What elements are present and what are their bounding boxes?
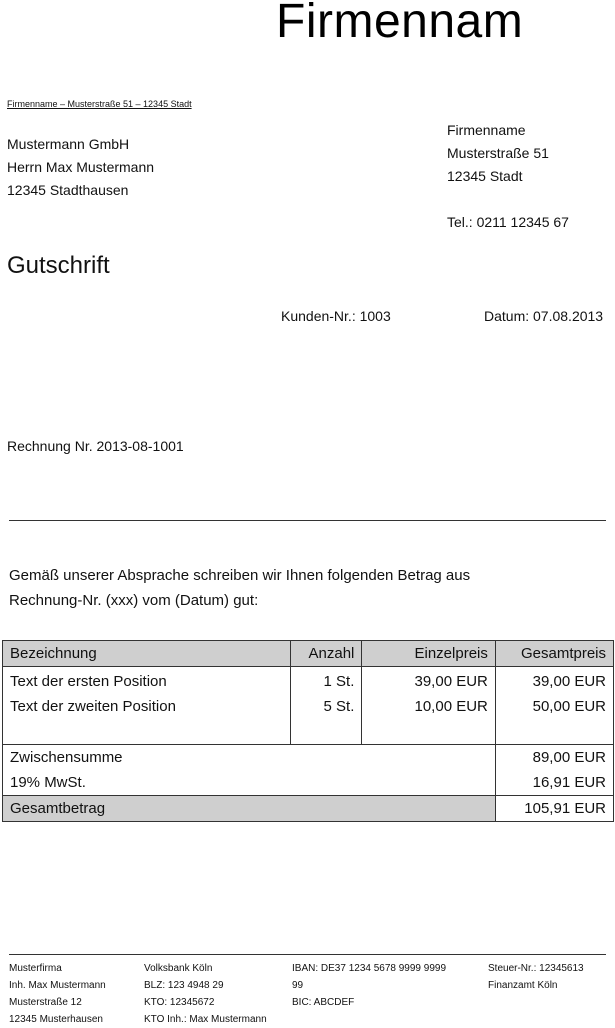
total-value: 105,91 EUR bbox=[495, 796, 613, 822]
sender-address-line: Firmenname – Musterstraße 51 – 12345 Stadt bbox=[7, 99, 192, 109]
intro-text bbox=[9, 563, 470, 613]
tax-row bbox=[3, 770, 614, 796]
header-description: Bezeichnung bbox=[3, 641, 291, 667]
footer-line: Musterfirma bbox=[9, 963, 62, 974]
footer-line: KTO Inh.: Max Mustermann bbox=[144, 1014, 267, 1025]
recipient-person: Herrn Max Mustermann bbox=[7, 159, 155, 175]
footer-bank bbox=[144, 960, 267, 1028]
footer-line: 99 bbox=[292, 980, 304, 991]
recipient-city: 12345 Stadthausen bbox=[7, 182, 129, 198]
customer-number: Kunden-Nr.: 1003 bbox=[281, 308, 391, 321]
subtotal-label: Zwischensumme bbox=[3, 745, 496, 771]
header-quantity: Anzahl bbox=[290, 641, 362, 667]
item-total: 39,00 EUR bbox=[495, 667, 613, 695]
intro-line: Rechnung-Nr. (xxx) vom (Datum) gut: bbox=[9, 592, 259, 609]
company-name: Firmenname bbox=[447, 122, 526, 138]
company-address bbox=[447, 119, 569, 234]
footer-divider bbox=[9, 954, 606, 955]
document-title: Gutschrift bbox=[7, 252, 110, 279]
company-street: Musterstraße 51 bbox=[447, 145, 549, 161]
total-row bbox=[3, 796, 614, 822]
item-description: Text der zweiten Position bbox=[3, 694, 291, 719]
company-city: 12345 Stadt bbox=[447, 168, 523, 184]
footer-line: Volksbank Köln bbox=[144, 963, 213, 974]
footer-line: Steuer-Nr.: 12345613 bbox=[488, 963, 584, 974]
table-header-row bbox=[3, 641, 614, 667]
subtotal-row bbox=[3, 745, 614, 771]
header-unit-price: Einzelpreis bbox=[362, 641, 495, 667]
items-table bbox=[2, 640, 614, 822]
footer-line: IBAN: DE37 1234 5678 9999 9999 bbox=[292, 963, 447, 974]
table-row bbox=[3, 667, 614, 695]
table-empty-row bbox=[3, 719, 614, 745]
footer-line: Inh. Max Mustermann bbox=[9, 980, 106, 991]
document-date: Datum: 07.08.2013 bbox=[484, 308, 604, 321]
total-label: Gesamtbetrag bbox=[3, 796, 496, 822]
company-logo: Firmennam bbox=[276, 0, 524, 40]
footer-line: Musterstraße 12 bbox=[9, 997, 82, 1008]
footer-line: BIC: ABCDEF bbox=[292, 997, 355, 1008]
footer-line: 12345 Musterhausen bbox=[9, 1014, 103, 1025]
recipient-company: Mustermann GmbH bbox=[7, 136, 130, 152]
item-quantity: 5 St. bbox=[290, 694, 362, 719]
tax-value: 16,91 EUR bbox=[495, 770, 613, 796]
divider bbox=[9, 520, 606, 521]
item-total: 50,00 EUR bbox=[495, 694, 613, 719]
recipient-address bbox=[7, 133, 154, 202]
footer-line: Finanzamt Köln bbox=[488, 980, 558, 991]
tax-label: 19% MwSt. bbox=[3, 770, 496, 796]
footer-tax bbox=[488, 960, 584, 994]
table-row bbox=[3, 694, 614, 719]
footer-iban bbox=[292, 960, 446, 1011]
item-quantity: 1 St. bbox=[290, 667, 362, 695]
footer-line: KTO: 12345672 bbox=[144, 997, 215, 1008]
footer-company bbox=[9, 960, 106, 1028]
footer-line: BLZ: 123 4948 29 bbox=[144, 980, 224, 991]
item-unit-price: 10,00 EUR bbox=[362, 694, 495, 719]
item-description: Text der ersten Position bbox=[3, 667, 291, 695]
invoice-reference: Rechnung Nr. 2013-08-1001 bbox=[7, 438, 184, 454]
intro-line: Gemäß unserer Absprache schreiben wir Ihnen folgenden Betrag aus bbox=[9, 567, 471, 584]
item-unit-price: 39,00 EUR bbox=[362, 667, 495, 695]
header-total-price: Gesamtpreis bbox=[495, 641, 613, 667]
company-phone: Tel.: 0211 12345 67 bbox=[447, 214, 569, 230]
subtotal-value: 89,00 EUR bbox=[495, 745, 613, 771]
